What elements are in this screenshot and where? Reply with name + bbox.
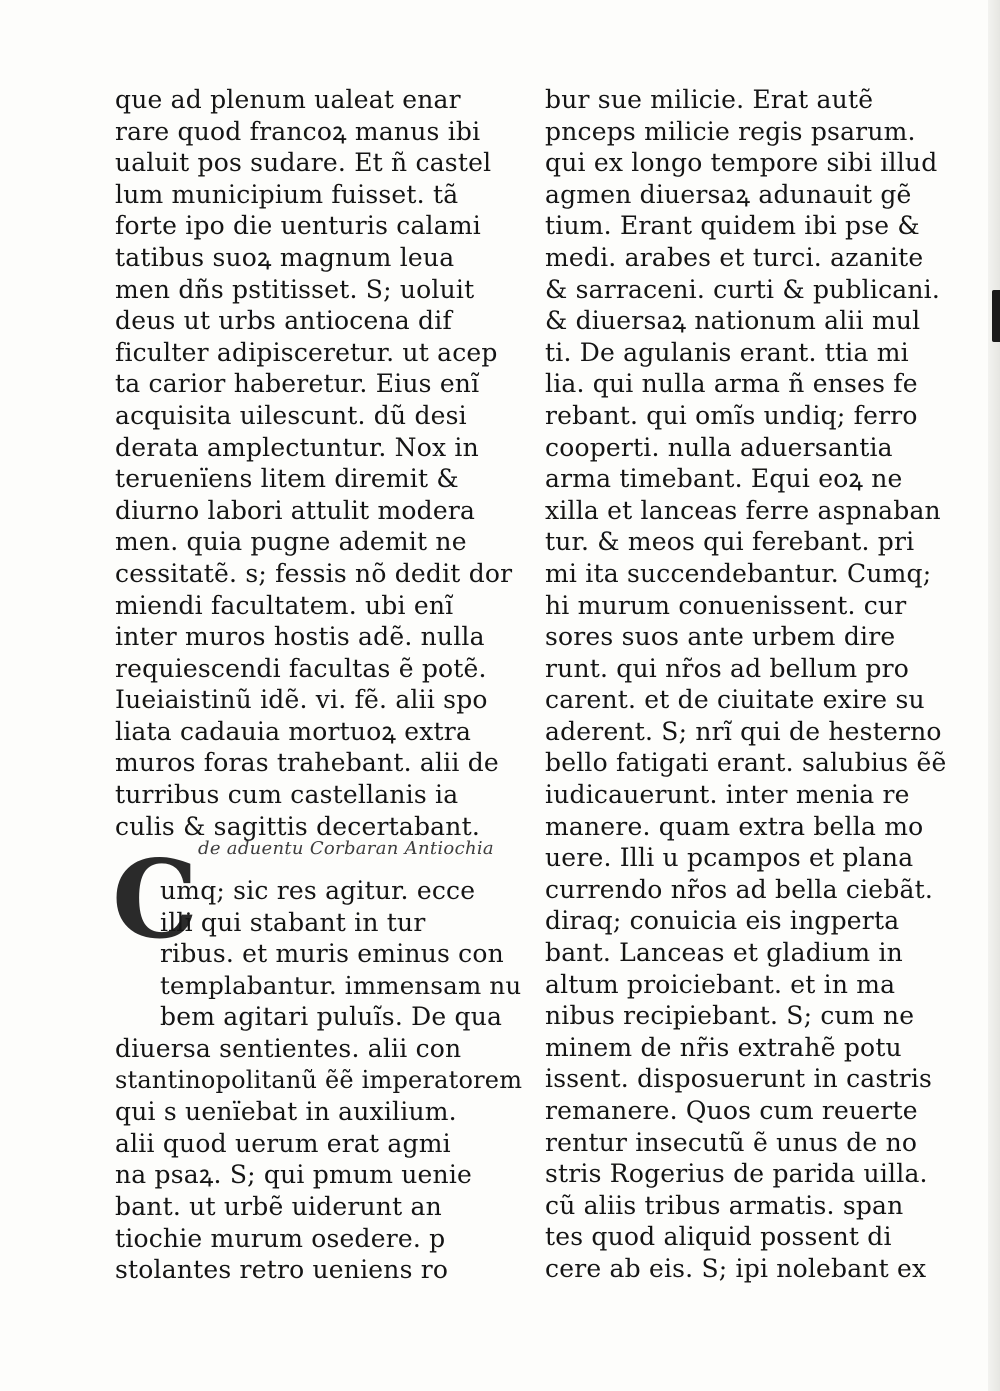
text-line: bur sue milicie. Erat autẽ — [545, 85, 874, 114]
text-line: carent. et de ciuitate exire su — [545, 685, 925, 715]
text-line: derata amplectuntur. Nox in — [115, 432, 479, 462]
text-line: pnceps milicie regis psarum. — [545, 116, 916, 146]
text-line: ti. De agulanis erant. ttia mi — [545, 337, 909, 367]
text-line: men. quia pugne ademit ne — [115, 527, 467, 557]
page-edge — [988, 0, 1000, 1391]
text-line: tiochie murum osedere. p — [115, 1223, 446, 1253]
left-column-top — [115, 84, 525, 842]
text-line: arma timebant. Equi eoꝝ ne — [545, 464, 903, 494]
text-line: cessitatẽ. s; fessis nõ dedit dor — [115, 558, 513, 588]
text-line: inter muros hostis adẽ. nulla — [115, 622, 485, 652]
text-line: rebant. qui omĩs undiq; ferro — [545, 400, 918, 430]
text-line: forte ipo die uenturis calami — [115, 211, 481, 241]
text-line: qui ex longo tempore sibi illud — [545, 148, 938, 178]
text-line: Iueiaistinũ idẽ. vi. fẽ. alii spo — [115, 685, 488, 715]
text-line: diurno labori attulit modera — [115, 495, 476, 525]
text-line: turribus cum castellanis ia — [115, 780, 459, 810]
text-line: diuersa sentientes. alii con — [115, 1033, 462, 1063]
text-line: medi. arabes et turci. azanite — [545, 242, 924, 272]
text-line: cooperti. nulla aduersantia — [545, 432, 893, 462]
text-line: & diuersaꝝ nationum alii mul — [545, 306, 921, 336]
text-line: alii quod uerum erat agmi — [115, 1128, 451, 1158]
text-line: ualuit pos sudare. Et ñ castel — [115, 148, 492, 178]
text-line: tur. & meos qui ferebant. pri — [545, 527, 915, 557]
text-line: hi murum conuenissent. cur — [545, 590, 907, 620]
text-line: muros foras trahebant. alii de — [115, 748, 499, 778]
text-line: acquisita uilescunt. dũ desi — [115, 400, 467, 430]
page-edge-tab — [992, 290, 1000, 342]
text-line: illi qui stabant in tur — [160, 907, 426, 937]
text-line: minem de nr̃is extrahẽ potu — [545, 1032, 902, 1062]
text-line: xilla et lanceas ferre aspnaban — [545, 495, 941, 525]
text-line: ficulter adipisceretur. ut acep — [115, 337, 498, 367]
text-line: ribus. et muris eminus con — [160, 939, 504, 969]
text-line: mi ita succendebantur. Cumq; — [545, 558, 932, 588]
text-line: miendi facultatem. ubi enĩ — [115, 590, 454, 620]
text-line: templabantur. immensam nu — [160, 970, 522, 1000]
text-line: tes quod aliquid possent di — [545, 1222, 892, 1252]
text-line: culis & sagittis decertabant. — [115, 811, 480, 841]
left-column-bottom — [115, 875, 525, 1286]
text-line: lia. qui nulla arma ñ enses fe — [545, 369, 918, 399]
text-line: agmen diuersaꝝ adunauit gẽ — [545, 179, 912, 209]
text-line: cere ab eis. S; ipi nolebant ex — [545, 1253, 927, 1283]
text-line: na psaꝝ. S; qui pmum uenie — [115, 1160, 473, 1190]
text-line: & sarraceni. curti & publicani. — [545, 274, 941, 304]
text-line: bant. Lanceas et gladium in — [545, 938, 903, 968]
text-line: stolantes retro ueniens ro — [115, 1255, 449, 1285]
text-line: altum proiciebant. et in ma — [545, 969, 896, 999]
text-line: aderent. S; nrĩ qui de hesterno — [545, 716, 942, 746]
text-line: stantinopolitanũ ẽẽ imperatorem — [115, 1065, 523, 1094]
text-line: liata cadauia mortuoꝝ extra — [115, 716, 472, 746]
text-line: issent. disposuerunt in castris — [545, 1064, 933, 1094]
text-line: tatibus suoꝝ magnum leua — [115, 242, 455, 272]
text-line: bem agitari puluĩs. De qua — [160, 1002, 503, 1032]
text-line: tium. Erant quidem ibi pse & — [545, 211, 920, 241]
text-line: lum municipium fuisset. tã — [115, 179, 459, 209]
text-line: sores suos ante urbem dire — [545, 622, 896, 652]
text-line: requiescendi facultas ẽ potẽ. — [115, 653, 487, 683]
text-line: teruenïens litem diremit & — [115, 464, 459, 494]
text-line: iudicauerunt. inter menia re — [545, 780, 910, 810]
text-line: umq; sic res agitur. ecce — [160, 876, 476, 905]
text-line: uere. Illi u pcampos et plana — [545, 843, 914, 873]
decorated-initial: C — [112, 837, 198, 963]
text-line: deus ut urbs antiocena dif — [115, 306, 452, 336]
text-line: cũ aliis tribus armatis. span — [545, 1190, 904, 1220]
text-line: ta carior haberetur. Eius enĩ — [115, 369, 480, 399]
text-line: remanere. Quos cum reuerte — [545, 1096, 918, 1125]
text-line: que ad plenum ualeat enar — [115, 85, 461, 114]
text-line: runt. qui nr̃os ad bellum pro — [545, 653, 910, 683]
text-line: rentur insecutũ ẽ unus de no — [545, 1127, 918, 1157]
text-line: manere. quam extra bella mo — [545, 811, 924, 841]
rubric-heading: de aduentu Corbaran Antiochia — [198, 838, 494, 859]
text-line: men dñs pstitisset. S; uoluit — [115, 274, 475, 304]
right-column — [545, 84, 965, 1285]
text-line: qui s uenïebat in auxilium. — [115, 1097, 457, 1127]
text-line: bant. ut urbẽ uiderunt an — [115, 1191, 442, 1221]
text-line: stris Rogerius de parida uilla. — [545, 1159, 928, 1189]
text-line: diraq; conuicia eis ingperta — [545, 906, 900, 936]
text-line: currendo nr̃os ad bella ciebãt. — [545, 874, 933, 904]
text-line: nibus recipiebant. S; cum ne — [545, 1001, 915, 1031]
text-line: bello fatigati erant. salubius ẽẽ — [545, 748, 947, 778]
text-line: rare quod francoꝝ manus ibi — [115, 116, 481, 146]
